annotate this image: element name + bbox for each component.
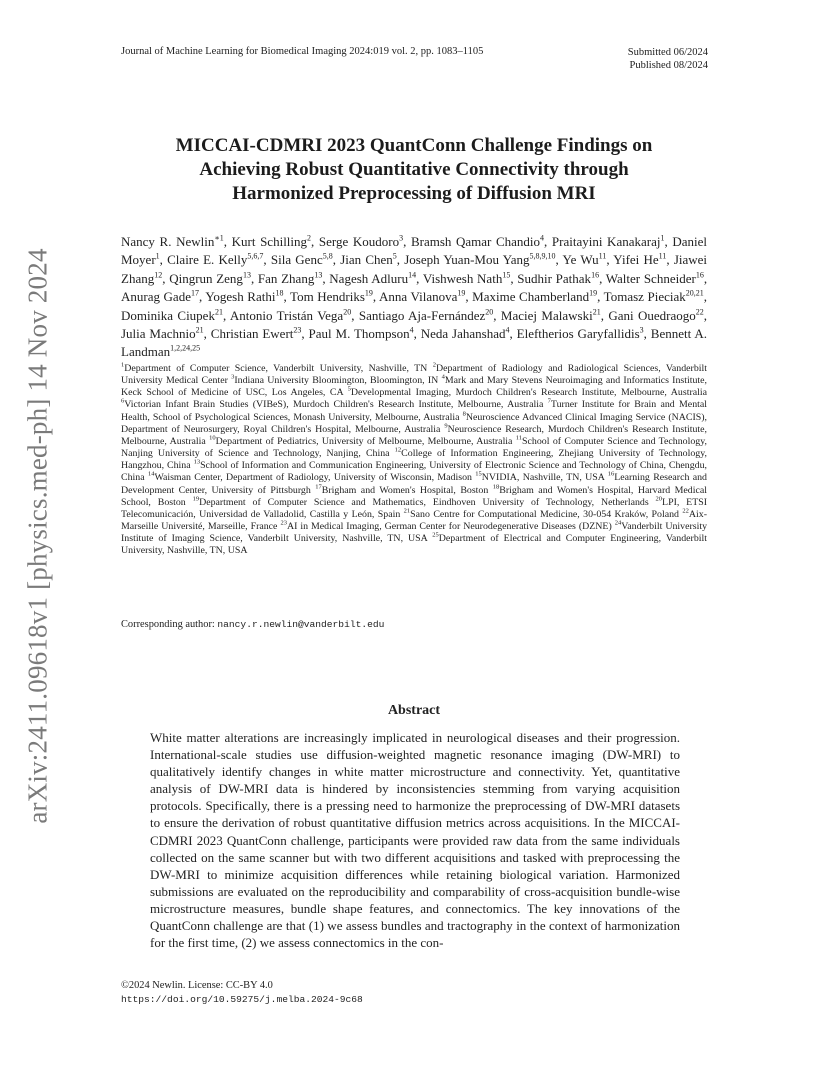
- affiliation-number: 15: [475, 471, 482, 479]
- author-list: Nancy R. Newlin$^{∗1}$, Kurt Schilling$^2$, Serge Koudoro$^3$, Bramsh Qamar Chandio$^4$, Praitayini Kanakaraj$^1$, Daniel Moyer$^1$, Claire E. Kelly$^{5,6,7}$, Sila Genc$^{5,8}$, Jian Chen$^5$, Joseph Yuan-Mou Yang$^{5,8,9,10}$, Ye Wu$^{11}$, Yifei He$^{11}$, Jiawei Zhang$^{12}$, Qingrun Zeng$^{13}$, Fan Zhang$^{13}$, Nagesh Adluru$^{14}$, Vishwesh Nath$^{15}$, Sudhir Pathak$^{16}$, Walter Schneider$^{16}$, Anurag Gade$^{17}$, Yogesh Rathi$^{18}$, Tom Hendriks$^{19}$, Anna Vilanova$^{19}$, Maxime Chamberland$^{19}$, Tomasz Pieciak$^{20,21}$, Dominika Ciupek$^{21}$, Antonio Tristán Vega$^{20}$, Santiago Aja-Fernández$^{20}$, Maciej Malawski$^{21}$, Gani Ouedraogo$^{22}$, Julia Machnio$^{21}$, Christian Ewert$^{23}$, Paul M. Thompson$^4$, Neda Jahanshad$^4$, Eleftherios Garyfallidis$^3$, Bennett A. Landman$^{1,2,24,25}$: [121, 233, 708, 360]
- affiliation-number: 18: [492, 483, 500, 491]
- author-name: Qingrun Zeng: [169, 270, 243, 286]
- author-affiliation-marker: 21: [592, 307, 601, 317]
- author-affiliation-marker: 11: [658, 252, 667, 262]
- author: [232, 234, 311, 249]
- affiliation-text: Waisman Center, Department of Radiology, University of Wisconsin, Madison: [154, 472, 472, 484]
- affiliation-text: NVIDIA, Nashville, TN, USA: [481, 472, 605, 484]
- author-name: Neda Jahanshad: [420, 326, 506, 342]
- author-affiliation-marker: 13: [242, 270, 251, 280]
- affiliation-number: 1: [121, 361, 125, 369]
- affiliation-text: Aix-Marseille Université, Marseille, France: [121, 508, 707, 533]
- author: [121, 326, 204, 341]
- author: [230, 308, 351, 323]
- author-name: Yifei He: [613, 252, 659, 268]
- author: [552, 234, 665, 249]
- affiliation-list: [121, 363, 707, 558]
- submission-dates: [628, 46, 708, 72]
- affiliation-number: 3: [231, 373, 235, 381]
- author-name: Vishwesh Nath: [422, 270, 503, 286]
- author-affiliation-marker: 12: [154, 270, 163, 280]
- author: [271, 252, 333, 267]
- affiliation-text: Department of Computer Science, Vanderbilt University, Nashville, TN: [124, 363, 428, 374]
- affiliation-number: 2: [432, 361, 436, 369]
- author-affiliation-marker: 16: [591, 270, 600, 280]
- author-name: Gani Ouedraogo: [608, 307, 696, 323]
- title-line: Harmonized Preprocessing of Diffusion MRI: [232, 183, 596, 204]
- author: [604, 289, 704, 304]
- author: [258, 271, 322, 286]
- author-name: Jian Chen: [340, 252, 393, 268]
- affiliation-number: 19: [192, 495, 200, 503]
- affiliation-text: College of Information Engineering, Zhejiang University of Technology, Hangzhou, China: [121, 448, 707, 472]
- author: [121, 234, 224, 249]
- affiliation: [193, 497, 649, 508]
- affiliation-number: 13: [193, 458, 201, 466]
- affiliation-number: 10: [209, 434, 216, 442]
- affiliation-number: 14: [147, 471, 155, 479]
- paper-title: [121, 134, 707, 206]
- affiliation: [121, 399, 543, 410]
- author-affiliation-marker: 21: [214, 307, 223, 317]
- author: [608, 308, 703, 323]
- author-name: Bennett A. Landman: [121, 326, 708, 360]
- affiliation-text: Developmental Imaging, Murdoch Children's Research Institute, Melbourne, Australia: [350, 387, 707, 399]
- author: [606, 271, 704, 286]
- author-affiliation-marker: 19: [364, 288, 373, 298]
- author-affiliation-marker: 5,6,7: [247, 252, 264, 262]
- affiliation: [475, 472, 604, 483]
- affiliation-text: Learning Research and Development Center, University of Pittsburgh: [121, 472, 707, 496]
- affiliation-number: 23: [280, 519, 287, 527]
- author-name: Jiawei Zhang: [121, 252, 708, 286]
- author: [563, 252, 607, 267]
- author-affiliation-marker: 15: [502, 270, 511, 280]
- affiliation-number: 24: [614, 519, 622, 527]
- author-affiliation-marker: 3: [639, 325, 644, 335]
- author-name: Anurag Gade: [121, 289, 191, 305]
- author: [379, 289, 465, 304]
- author: [329, 271, 416, 286]
- author-name: Sila Genc: [270, 252, 323, 268]
- affiliation: [315, 485, 488, 496]
- author-affiliation-marker: 18: [275, 288, 284, 298]
- author: [411, 234, 544, 249]
- affiliation-number: 21: [403, 507, 411, 515]
- affiliation-text: Department of Pediatrics, University of Melbourne, Melbourne, Australia: [215, 435, 513, 447]
- author-affiliation-marker: 1: [660, 233, 665, 243]
- author-name: Claire E. Kelly: [167, 252, 248, 268]
- affiliation-text: Neuroscience Research, Murdoch Children's Research Institute, Melbourne, Australia: [121, 423, 708, 447]
- author-affiliation-marker: 5,8: [322, 252, 333, 262]
- author-affiliation-marker: 22: [695, 307, 704, 317]
- corresponding-email-link[interactable]: nancy.r.newlin@vanderbilt.edu: [217, 619, 385, 630]
- author-affiliation-marker: 20,21: [685, 288, 704, 298]
- affiliation-number: 6: [121, 398, 125, 406]
- author-name: Nancy R. Newlin: [121, 234, 215, 249]
- author-name: Serge Koudoro: [318, 234, 400, 249]
- author: [613, 252, 666, 267]
- author: [423, 271, 510, 286]
- affiliation: [121, 363, 427, 374]
- author-affiliation-marker: 1: [155, 252, 160, 262]
- affiliation: [209, 436, 512, 447]
- arxiv-identifier-stamp: [18, 236, 58, 836]
- author: [359, 308, 493, 323]
- author: [211, 326, 302, 341]
- author-affiliation-marker: 5: [392, 252, 397, 262]
- author-name: Antonio Tristán Vega: [229, 307, 344, 323]
- author: [472, 289, 597, 304]
- affiliation-number: 17: [315, 483, 322, 491]
- author-affiliation-marker: 23: [293, 325, 302, 335]
- author-name: Maxime Chamberland: [472, 289, 590, 305]
- author: [319, 234, 403, 249]
- author-affiliation-marker: 3: [399, 233, 404, 243]
- author-name: Christian Ewert: [210, 326, 294, 342]
- author: [290, 289, 373, 304]
- affiliation-text: Neuroscience Advanced Clinical Imaging Service (NACIS), Department of Neurosurgery, Royal Children's Hospital, Melbourne, Australia: [121, 411, 708, 435]
- affiliation-text: Brigham and Women's Hospital, Harvard Medical School, Boston: [121, 484, 707, 508]
- affiliation-number: 11: [515, 434, 523, 442]
- author-name: Tomasz Pieciak: [603, 289, 686, 305]
- doi-link[interactable]: https://doi.org/10.59275/j.melba.2024-9c68: [121, 994, 363, 1005]
- affiliation-text: Brigham and Women's Hospital, Boston: [321, 484, 489, 496]
- author-affiliation-marker: 20: [343, 307, 352, 317]
- author-name: Sudhir Pathak: [517, 270, 592, 286]
- title-line: Achieving Robust Quantitative Connectivity through: [199, 159, 629, 180]
- author-affiliation-marker: 19: [589, 288, 598, 298]
- author: [517, 271, 599, 286]
- affiliation-text: LPI, ETSI Telecomunicación, Universidad de Valladolid, Castilla y León, Spain: [121, 496, 708, 520]
- author-affiliation-marker: 11: [598, 252, 607, 262]
- corresponding-label: Corresponding author:: [121, 619, 215, 630]
- author-name: Ye Wu: [562, 252, 599, 268]
- author: [517, 326, 644, 341]
- affiliation-text: Indiana University Bloomington, Bloomington, IN: [234, 375, 439, 387]
- author-affiliation-marker: 2: [307, 233, 312, 243]
- journal-running-head: Journal of Machine Learning for Biomedical Imaging 2024:019 vol. 2, pp. 1083–1105: [121, 46, 484, 57]
- author-name: Julia Machnio: [121, 326, 196, 342]
- author-affiliation-marker: 4: [540, 233, 545, 243]
- author-affiliation-marker: ∗1: [214, 233, 224, 243]
- author: [121, 289, 199, 304]
- corresponding-author: [121, 619, 384, 630]
- author-affiliation-marker: 21: [195, 325, 204, 335]
- affiliation-text: Department of Electrical and Computer Engineering, Vanderbilt University, Nashville, TN, USA: [121, 533, 708, 557]
- author-name: Tom Hendriks: [290, 289, 365, 305]
- author-name: Nagesh Adluru: [329, 270, 409, 286]
- author-name: Walter Schneider: [605, 270, 696, 286]
- author-affiliation-marker: 17: [190, 288, 199, 298]
- author-affiliation-marker: 4: [409, 325, 414, 335]
- affiliation-text: Turner Institute for Brain and Mental Health, School of Psychological Sciences, Monash University, Melbourne, Australia: [121, 399, 708, 423]
- author-name: Joseph Yuan-Mou Yang: [404, 252, 530, 268]
- affiliation-text: School of Information and Communication Engineering, University of Electronic Science and Technology of China, Chengdu, China: [121, 460, 707, 484]
- title-line: MICCAI-CDMRI 2023 QuantConn Challenge Findings on: [175, 135, 653, 156]
- author-affiliation-marker: 4: [505, 325, 510, 335]
- author-name: Praitayini Kanakaraj: [551, 234, 661, 249]
- author-affiliation-marker: 16: [695, 270, 704, 280]
- affiliation: [404, 509, 679, 520]
- abstract-heading: Abstract: [387, 703, 441, 718]
- author-name: Yogesh Rathi: [205, 289, 276, 305]
- author-name: Dominika Ciupek: [121, 307, 215, 323]
- affiliation-number: 4: [441, 373, 445, 381]
- author-affiliation-marker: 19: [457, 288, 466, 298]
- abstract-body: White matter alterations are increasingly implicated in neurological diseases and their progression. International-scale studies use diffusion-weighted magnetic resonance imaging (DW-MRI) to qualitatively identify changes in white matter microstructure and connectivity. Yet, quantitative analysis of DW-MRI data is hindered by inconsistencies stemming from varying acquisition protocols. Specifically, there is a pressing need to harmonize the preprocessing of DW-MRI datasets to ensure the derivation of robust quantitative diffusion metrics across acquisitions. In the MICCAI-CDMRI 2023 QuantConn challenge, participants were provided raw data from the same individuals collected on the same scanner but with two different acquisitions and tasked with preprocessing the DW-MRI to minimize acquisition differences while retaining biological variation. Harmonized submissions are evaluated on the reproducibility and comparability of cross-acquisition bundle-wise microstructure measures, bundle shape features, and connectomics. The key innovations of the QuantConn challenge are that (1) we assess bundles and tractography in the context of harmonization for the first time, (2) we assess connectomics in the con-: [150, 730, 680, 951]
- author-name: Kurt Schilling: [231, 234, 308, 249]
- affiliation-number: 22: [682, 507, 689, 515]
- author-name: Eleftherios Garyfallidis: [516, 326, 640, 342]
- author-name: Maciej Malawski: [500, 307, 593, 323]
- arxiv-identifier-text: arXiv:2411.09618v1 [physics.med-ph] 14 Nov 2024: [22, 248, 53, 824]
- affiliation-number: 9: [444, 422, 448, 430]
- author: [340, 252, 397, 267]
- author-affiliation-marker: 13: [314, 270, 323, 280]
- author-affiliation-marker: 5,8,9,10: [529, 252, 556, 262]
- affiliation: [348, 387, 707, 398]
- affiliation-number: 20: [655, 495, 663, 503]
- author-name: Daniel Moyer: [121, 234, 707, 268]
- author-affiliation-marker: 20: [485, 307, 494, 317]
- author-affiliation-marker: 1,2,24,25: [170, 344, 201, 354]
- affiliation-number: 12: [394, 446, 402, 454]
- affiliation-number: 8: [462, 410, 466, 418]
- affiliation-text: Victorian Infant Brain Studies (VIBeS), Murdoch Children's Research Institute, Melbourne, Australia: [124, 399, 544, 411]
- author: [404, 252, 555, 267]
- author: [205, 289, 283, 304]
- submitted-date: Submitted 06/2024: [627, 47, 708, 58]
- author: [121, 308, 223, 323]
- affiliation-text: Mark and Mary Stevens Neuroimaging and Informatics Institute, Keck School of Medicine of USC, Los Angeles, CA: [121, 375, 708, 399]
- published-date: Published 08/2024: [629, 60, 708, 71]
- affiliation-number: 5: [347, 386, 351, 394]
- author-name: Fan Zhang: [257, 270, 315, 286]
- affiliation: [148, 472, 472, 483]
- affiliation-number: 25: [432, 531, 439, 539]
- affiliation-text: Department of Radiology and Radiological Sciences, Vanderbilt University Medical Center: [121, 363, 708, 387]
- affiliation: [231, 375, 438, 386]
- affiliation-text: Vanderbilt University Institute of Imaging Science, Vanderbilt University, Nashville, TN, USA: [121, 521, 708, 545]
- author: [421, 326, 510, 341]
- author: [309, 326, 414, 341]
- author-name: Paul M. Thompson: [308, 326, 410, 342]
- affiliation-number: 7: [547, 398, 551, 406]
- author: [169, 271, 251, 286]
- license-notice: ©2024 Newlin. License: CC-BY 4.0: [121, 980, 273, 991]
- author-name: Anna Vilanova: [379, 289, 458, 305]
- affiliation-text: Sano Centre for Computational Medicine, 30-054 Kraków, Poland: [410, 508, 679, 520]
- author-name: Santiago Aja-Fernández: [358, 307, 486, 323]
- author-affiliation-marker: 14: [408, 270, 417, 280]
- affiliation-number: 16: [607, 471, 615, 479]
- affiliation-text: School of Computer Science and Technology, Nanjing University of Science and Technology, Nanjing, China: [121, 435, 707, 460]
- author: [501, 308, 601, 323]
- affiliation-text: AI in Medical Imaging, German Center for Neurodegenerative Diseases (DZNE): [286, 521, 612, 533]
- affiliation: [280, 521, 611, 532]
- author-name: Bramsh Qamar Chandio: [410, 234, 541, 249]
- author: [167, 252, 263, 267]
- affiliation-text: Department of Computer Science and Mathematics, Eindhoven University of Technology, Netherlands: [199, 496, 649, 508]
